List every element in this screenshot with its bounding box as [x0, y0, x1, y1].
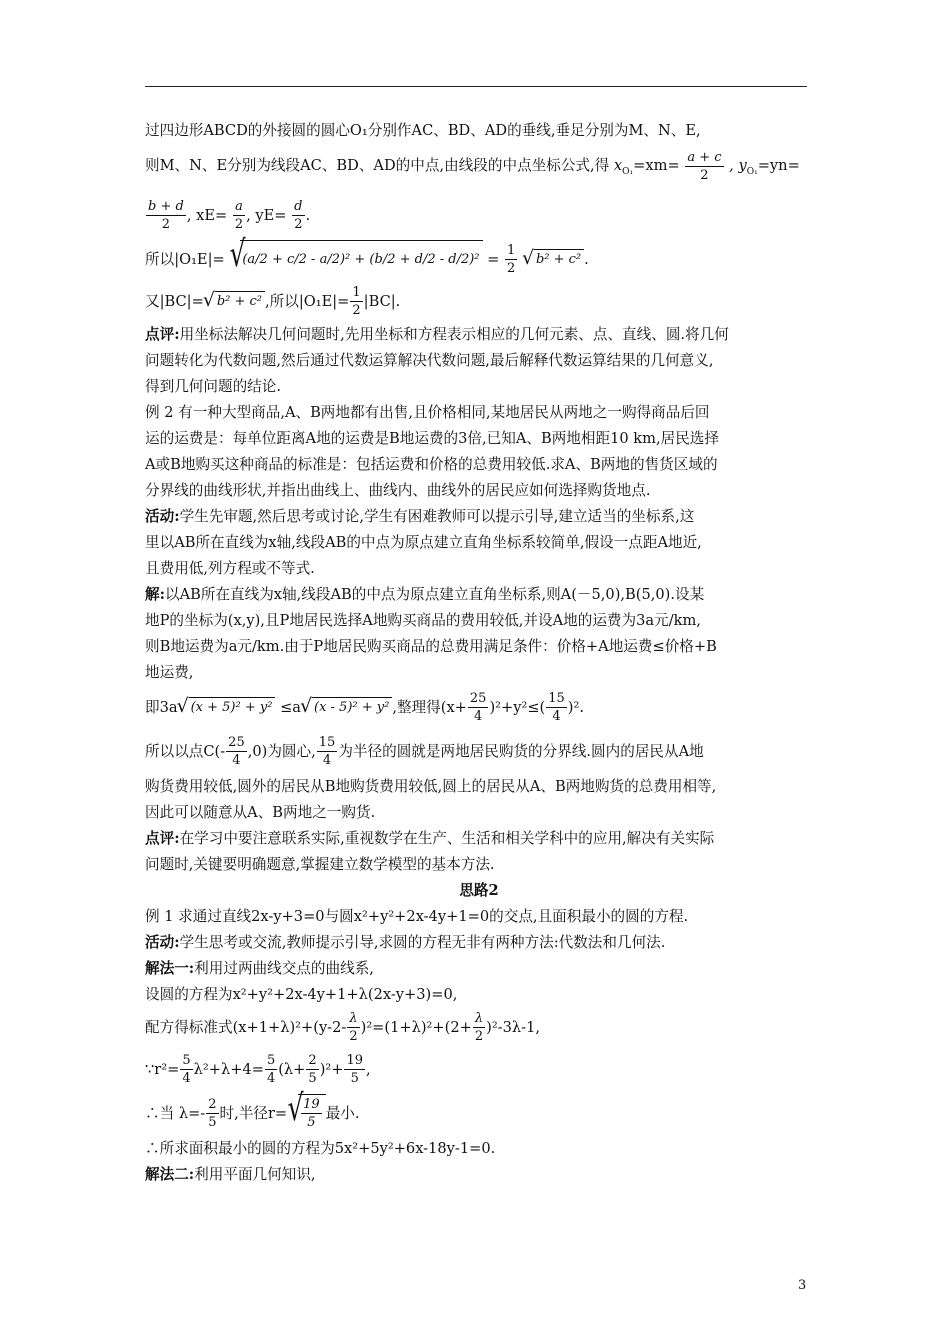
- formula-line: 配方得标准式(x+1+λ)²+(y-2- $\frac{\lambda}{2}$ )²=(1+λ)²+(2+ $\frac{\lambda}{2}$ )²-3λ-1,: [145, 1011, 540, 1045]
- fraction: $\frac{19}{5}$: [346, 1053, 364, 1087]
- text-line: 且费用低,列方程或不等式.: [145, 559, 315, 577]
- text-line: 里以AB所在直线为x轴,线段AB的中点为原点建立直角坐标系较简单,假设一点距A地近,: [145, 533, 702, 551]
- text-line: $\frac{b + d}{2}$ , xE= $\frac{a}{2}$ , yE= $\frac{d}{2}$ .: [148, 199, 311, 233]
- sqrt-expression: √ (x + 5)² + y²: [189, 697, 276, 718]
- sqrt-expression: √ b² + c²: [534, 249, 584, 270]
- fraction: $\frac{2}{5}$: [308, 1053, 317, 1087]
- example-2: 例 2 有一种大型商品,A、B两地都有出售,且价格相同,某地居民从两地之一购得商品后回: [145, 403, 710, 421]
- page-number: 3: [798, 1278, 807, 1293]
- text-line: 因此可以随意从A、B两地之一购货.: [145, 803, 376, 821]
- fraction: $\frac{2}{5}$: [208, 1097, 217, 1131]
- fraction: $\frac{25}{4}$: [228, 735, 245, 769]
- comment-paragraph: 点评:用坐标法解决几何问题时,先用坐标和方程表示相应的几何元素、点、直线、圆.将几何: [145, 325, 729, 343]
- fraction: $\frac{\lambda}{2}$: [474, 1011, 484, 1045]
- activity-paragraph: 活动:学生思考或交流,教师提示引导,求圆的方程无非有两种方法:代数法和几何法.: [145, 933, 666, 951]
- text-line: 购货费用较低,圆外的居民从B地购货费用较低,圆上的居民从A、B两地购货的总费用相等,: [145, 777, 717, 795]
- comment-paragraph: 点评:在学习中要注意联系实际,重视数学在生产、生活和相关学科中的应用,解决有关实际: [145, 829, 715, 847]
- fraction: $\frac{d}{2}$: [294, 199, 303, 233]
- fraction: $\frac{5}{4}$: [266, 1053, 276, 1087]
- formula-line: 即3a√ (x + 5)² + y² ≤a√ (x - 5)² + y² ,整理得(x+ $\frac{25}{4}$ )²+y²≤( $\frac{15}{4}$ )².: [145, 686, 813, 730]
- method-1: 解法一:利用过两曲线交点的曲线系,: [145, 959, 374, 977]
- fraction: $\frac{1}{2}$: [507, 243, 516, 277]
- text-line: 问题时,关键要明确题意,掌握建立数学模型的基本方法.: [145, 855, 495, 873]
- example-1: 例 1 求通过直线2x-y+3=0与圆x²+y²+2x-4y+1=0的交点,且面积最小的圆的方程.: [145, 907, 689, 925]
- text-line: 分界线的曲线形状,并指出曲线上、曲线内、曲线外的居民应如何选择购货地点.: [145, 481, 651, 499]
- formula-line: ∵r²= $\frac{5}{4}$ λ²+λ+4= $\frac{5}{4}$ (λ+ $\frac{2}{5}$ )²+ $\frac{19}{5}$ ,: [145, 1053, 371, 1087]
- fraction: $\frac{1}{2}$: [352, 285, 361, 319]
- text-line: A或B地购买这种商品的标准是：包括运费和价格的总费用较低.求A、B两地的售货区域的: [145, 455, 718, 473]
- fraction: $\frac{25}{4}$: [469, 691, 487, 725]
- text-line: 问题转化为代数问题,然后通过代数运算解决代数问题,最后解释代数运算结果的几何意义,: [145, 351, 714, 369]
- fraction: $\frac{\lambda}{2}$: [349, 1011, 358, 1045]
- formula-line: ∴当 λ=- $\frac{2}{5}$ 时,半径r= √ $\frac{19}{5}$ 最小.: [145, 1092, 813, 1136]
- text-line: 设圆的方程为x²+y²+2x-4y+1+λ(2x-y+3)=0,: [145, 985, 458, 1003]
- sqrt-expression: √ (x - 5)² + y²: [312, 697, 392, 718]
- fraction: $\frac{15}{4}$: [318, 735, 336, 769]
- solution-paragraph: 解:以AB所在直线为x轴,线段AB的中点为原点建立直角坐标系,则A(－5,0),B(5,0).设某: [145, 585, 705, 603]
- text-line: 得到几何问题的结论.: [145, 377, 281, 395]
- fraction: $\frac{b + d}{2}$: [148, 199, 184, 233]
- text-line: ∴所求面积最小的圆的方程为5x²+5y²+6x-18y-1=0.: [145, 1139, 496, 1157]
- sqrt-expression: √ b² + c²: [215, 291, 265, 312]
- text-line: 地P的坐标为(x,y),且P地居民选择A地购买商品的费用较低,并设A地的运费为3a元/km,: [145, 611, 701, 629]
- section-heading: 思路2: [459, 881, 499, 899]
- text-line: 则B地运费为a元/km.由于P地居民购买商品的总费用满足条件：价格+A地运费≤价格+B: [145, 637, 717, 655]
- text-line: 运的运费是：每单位距离A地的运费是B地运费的3倍,已知A、B两地相距10 km,居民选择: [145, 429, 719, 447]
- fraction: $\frac{a + c}{2}$: [687, 149, 722, 183]
- fraction: $\frac{15}{4}$: [548, 691, 565, 725]
- sqrt-expression: √ $\frac{19}{5}$: [298, 1094, 326, 1133]
- text-line: 则M、N、E分别为线段AC、BD、AD的中点,由线段的中点坐标公式,得 $x_{O_1}=xm=$ $\frac{a + c}{2}$ , $y_{O_1}=yn=$: [145, 149, 800, 183]
- formula-line: 所以|O₁E|= √ (a/2 + c/2 - a/2)² + (b/2 + d/2 - d/2)² = $\frac{1}{2}$ √ b² + c² .: [145, 238, 813, 282]
- activity-paragraph: 活动:学生先审题,然后思考或讨论,学生有困难教师可以提示引导,建立适当的坐标系,这: [145, 507, 695, 525]
- fraction: $\frac{a}{2}$: [234, 199, 244, 233]
- header-rule: [145, 86, 807, 87]
- text-line: 地运费,: [145, 663, 194, 681]
- formula-line: 所以以点C(- $\frac{25}{4}$ ,0)为圆心, $\frac{15}{4}$ 为半径的圆就是两地居民购货的分界线.圆内的居民从A地: [145, 735, 704, 769]
- fraction: $\frac{5}{4}$: [182, 1053, 191, 1087]
- sqrt-expression: √ (a/2 + c/2 - a/2)² + (b/2 + d/2 - d/2)²: [240, 240, 482, 279]
- formula-line: 又|BC|=√ b² + c² ,所以|O₁E|= $\frac{1}{2}$ |BC|.: [145, 282, 813, 322]
- method-2: 解法二:利用平面几何知识,: [145, 1165, 316, 1183]
- document-body: [145, 118, 813, 1188]
- text-line: 过四边形ABCD的外接圆的圆心O₁分别作AC、BD、AD的垂线,垂足分别为M、N、E,: [145, 122, 701, 139]
